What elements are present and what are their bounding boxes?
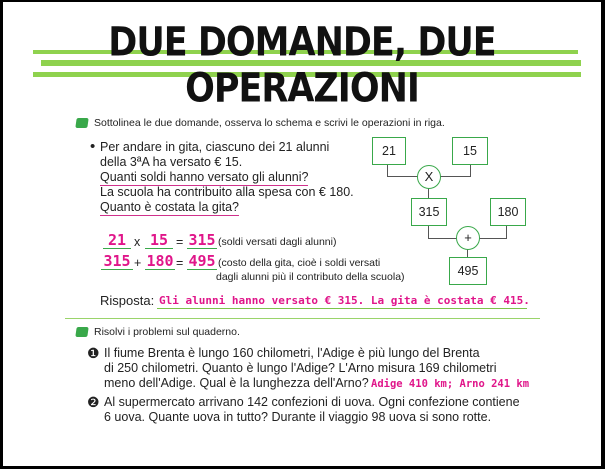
problem-bullet: • — [90, 138, 96, 155]
schema-box-180: 180 — [490, 198, 526, 226]
schema-box-315: 315 — [411, 198, 447, 226]
op1-sign: x — [134, 235, 141, 249]
schema-box-21: 21 — [372, 137, 406, 165]
problem1-marker: ❶ — [87, 345, 100, 361]
op1-equals: = — [176, 235, 184, 249]
problem2-marker: ❷ — [87, 394, 100, 410]
worksheet-page — [3, 2, 601, 466]
exercise1-instruction: Sottolinea le due domande, osserva lo schema e scrivi le operazioni in riga. — [94, 117, 445, 129]
schema-line-b — [470, 164, 471, 176]
problem-line-4: La scuola ha contribuito alla spesa con € 180. — [100, 185, 354, 199]
schema-line-c2 — [428, 224, 429, 238]
schema-plus-circle: + — [456, 226, 480, 250]
schema-line-a — [387, 164, 388, 176]
problem2-line-1: Al supermercato arrivano 142 confezioni di uova. Ogni confezione contiene — [104, 395, 520, 409]
schema-multiply-circle: X — [417, 165, 441, 189]
problem1-answer: Adige 410 km; Arno 241 km — [371, 378, 530, 390]
op1-note: (soldi versati dagli alunni) — [218, 236, 337, 248]
page-title: DUE DOMANDE, DUE OPERAZIONI — [108, 20, 496, 112]
answer-label: Risposta: — [100, 293, 155, 308]
problem2-line-2: 6 uova. Quante uova in tutto? Durante il viaggio 98 uova si sono rotte. — [104, 410, 492, 424]
op2-operand-b: 180 — [146, 252, 174, 270]
schema-box-15: 15 — [452, 137, 488, 165]
op2-note-line-2: dagli alunni più il contributo della scuola) — [216, 271, 405, 283]
exercise2-marker-icon — [75, 327, 88, 337]
op2-sign: + — [134, 256, 142, 270]
op2-operand-a: 315 — [101, 254, 133, 270]
question-1: Quanti soldi hanno versato gli alunni? — [100, 170, 309, 184]
exercise-marker-icon — [75, 118, 88, 128]
op2-note-line-1: (costo della gita, cioè i soldi versati — [218, 257, 381, 269]
op1-operand-a: 21 — [103, 233, 131, 249]
question-2: Quanto è costata la gita? — [100, 200, 239, 214]
schema-box-495: 495 — [449, 257, 487, 285]
section-divider — [65, 318, 540, 319]
op2-result: 495 — [188, 252, 216, 270]
op1-result: 315 — [188, 231, 216, 249]
schema-line-d — [506, 224, 507, 238]
exercise2-instruction: Risolvi i problemi sul quaderno. — [94, 326, 240, 338]
problem-line-1: Per andare in gita, ciascuno dei 21 alunni — [100, 140, 330, 154]
op1-operand-b: 15 — [145, 233, 173, 249]
op2-equals: = — [176, 256, 184, 270]
answer-text: Gli alunni hanno versato € 315. La gita è costata € 415. — [159, 294, 530, 307]
answer-underline — [157, 308, 527, 309]
problem1-line-3: meno dell'Adige. Qual è la lunghezza dell'Arno? — [104, 376, 369, 390]
problem1-line-1: Il fiume Brenta è lungo 160 chilometri, l'Adige è più lungo del Brenta — [104, 346, 480, 360]
problem1-line-2: di 250 chilometri. Quanto è lungo l'Adige? L'Arno misura 169 chilometri — [104, 361, 497, 375]
problem-line-2: della 3ªA ha versato € 15. — [100, 155, 243, 169]
